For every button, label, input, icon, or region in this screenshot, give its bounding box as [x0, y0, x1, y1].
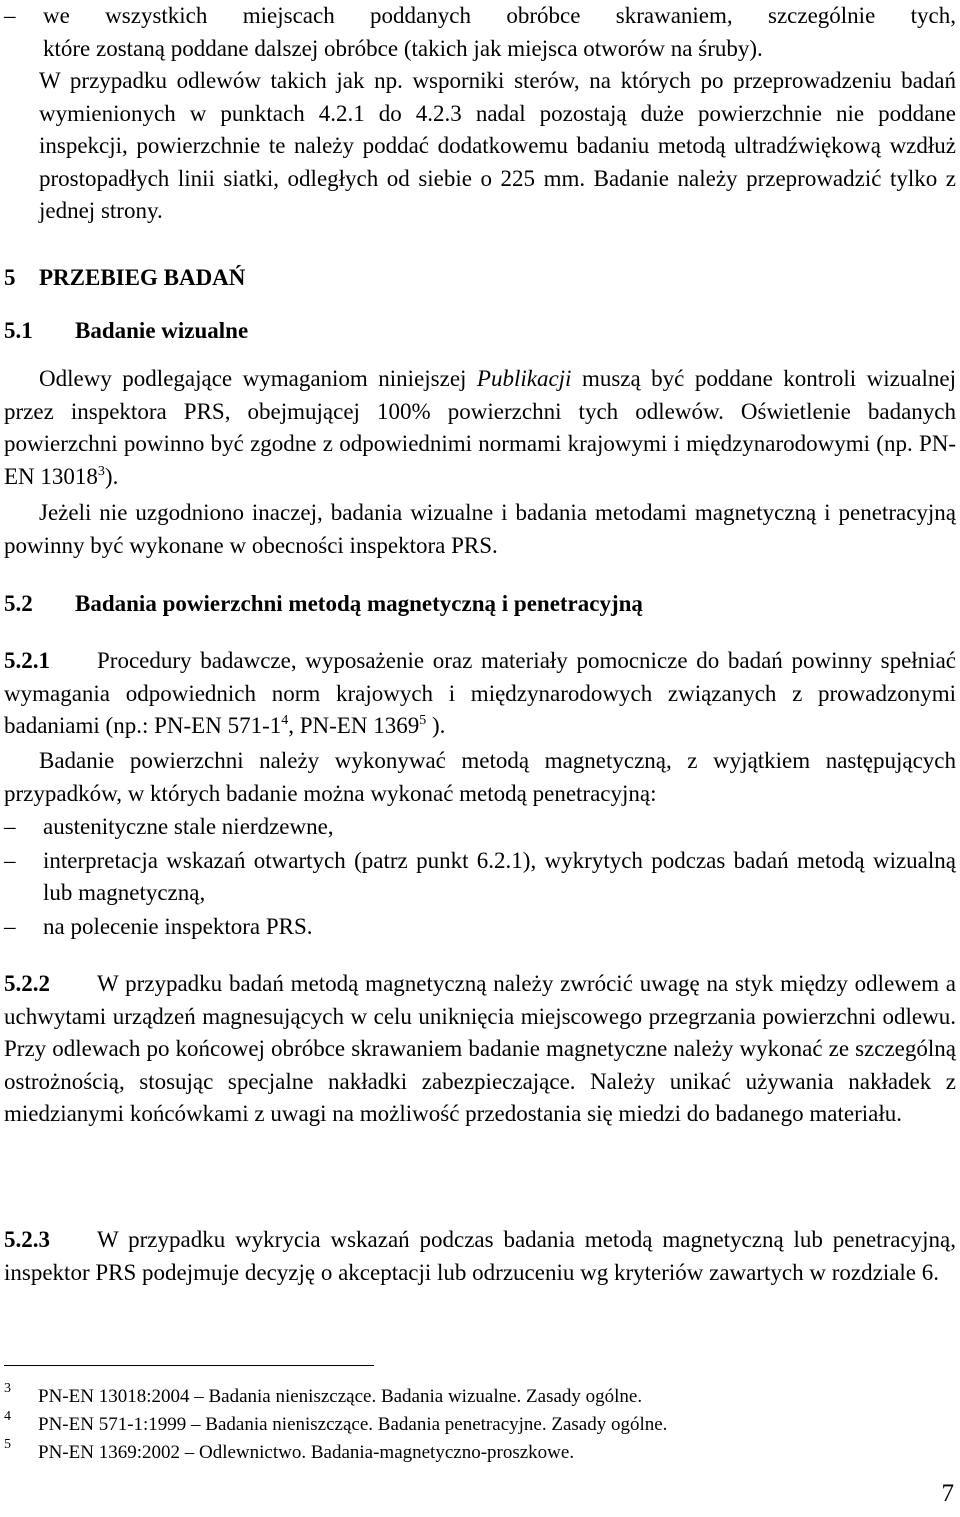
section-5-2-1-paragraph: [4, 645, 956, 743]
intro-paragraph: W przypadku odlewów takich jak np. wsporniki sterów, na których po przeprowadzeniu badań wymienionych w punktach 4.2.1 do 4.2.3 nadal pozostają duże powierzchnie nie poddane inspekcji, powierzchnie te należy poddać dodatkowemu badaniu metodą ultradźwiękową wzdłuż prostopadłych linii siatki, odległych od siebie o 225 mm. Badanie należy przeprowadzić tylko z jednej strony.: [39, 68, 956, 224]
section-5-2-heading: [4, 588, 643, 621]
dash-bullet: –: [4, 847, 16, 873]
paragraph-text: muszą być poddane kontroli wizualnej przez inspektora PRS, obejmującej 100% powierzchni tych odlewów. Oświetlenie badanych powierzchni powinno być zgodne z odpowiednimi normami krajowymi i międzynarodowymi (np. PN-EN 13018: [4, 366, 956, 489]
clause-number: 5.2.1: [4, 648, 50, 673]
footnote-separator: [4, 1365, 374, 1366]
footnote: [4, 1409, 668, 1436]
dash-bullet: –: [4, 3, 16, 28]
footnote-ref[interactable]: 3: [97, 463, 105, 479]
paragraph-text: , PN-EN 1369: [288, 713, 420, 739]
section-number: 5.1: [4, 318, 33, 343]
footnote: [4, 1437, 575, 1464]
footnote-ref[interactable]: 5: [419, 713, 427, 729]
section-5-1-paragraph-1: [4, 363, 956, 493]
section-5-1-heading: [4, 315, 248, 348]
footnote-number: 4: [4, 1409, 11, 1424]
dash-bullet: –: [4, 814, 16, 839]
list-item-text: austenityczne stale nierdzewne,: [43, 814, 334, 839]
list-item: [4, 911, 956, 944]
footnote: [4, 1381, 643, 1408]
section-title: Badania powierzchni metodą magnetyczną i penetracyjną: [75, 591, 643, 616]
page-number: 7: [941, 1480, 954, 1507]
intro-list-item: [4, 0, 956, 65]
section-5-2-2-paragraph: [4, 968, 956, 1131]
publication-italic: Publikacji: [476, 366, 572, 391]
intro-item-line2: które zostaną poddane dalszej obróbce (takich jak miejsca otworów na śruby).: [43, 35, 763, 61]
footnote-text: PN-EN 1369:2002 – Odlewnictwo. Badania-magnetyczno-proszkowe.: [38, 1442, 575, 1463]
footnote-number: 3: [4, 1381, 11, 1396]
clause-number: 5.2.3: [4, 1227, 50, 1252]
section-number: 5: [4, 265, 16, 290]
section-5-2-3-paragraph: [4, 1224, 956, 1289]
dash-bullet: –: [4, 913, 16, 939]
section-number: 5.2: [4, 591, 33, 616]
paragraph-text: ).: [104, 463, 119, 489]
exceptions-list: [4, 811, 956, 943]
footnote-number: 5: [4, 1437, 11, 1452]
footnote-text: PN-EN 13018:2004 – Badania nieniszczące. Badania wizualne. Zasady ogólne.: [38, 1386, 643, 1407]
list-item-text: na polecenie inspektora PRS.: [43, 913, 313, 939]
paragraph-text: Procedury badawcze, wyposażenie oraz materiały pomocnicze do badań powinny spełniać wymagania odpowiednich norm krajowych i międzynarodowych związanych z prowadzonymi badaniami (np.: PN-EN 571-1: [4, 648, 956, 739]
list-item: [4, 811, 956, 844]
paragraph-text: W przypadku badań metodą magnetyczną należy zwrócić uwagę na styk między odlewem a uchwytami urządzeń magnesujących w celu uniknięcia miejscowego przegrzania powierzchni odlewu. Przy odlewach po końcowej obróbce skrawaniem badanie magnetyczne należy wykonać ze szczególną ostrożnością, stosując specjalne nakładki zabezpieczające. Należy unikać używania nakładek z miedzianymi końcówkami z uwagi na możliwość przedostania się miedzi do badanego materiału.: [4, 971, 956, 1127]
paragraph-text: Odlewy podlegające wymaganiom niniejszej: [39, 366, 477, 391]
footnote-ref[interactable]: 4: [281, 713, 289, 729]
paragraph-text: W przypadku wykrycia wskazań podczas badania metodą magnetyczną lub penetracyjną, inspektor PRS podejmuje decyzję o akceptacji lub odrzuceniu wg kryteriów zawartych w rozdziale 6.: [4, 1227, 956, 1285]
section-5-heading: [4, 262, 245, 295]
section-5-2-1-paragraph-2: Badanie powierzchni należy wykonywać metodą magnetyczną, z wyjątkiem następujących przypadków, w których badanie można wykonać metodą penetracyjną:: [4, 748, 956, 806]
section-title: PRZEBIEG BADAŃ: [39, 265, 246, 290]
section-5-1-paragraph-2: Jeżeli nie uzgodniono inaczej, badania wizualne i badania metodami magnetyczną i penetracyjną powinny być wykonane w obecności inspektora PRS.: [4, 500, 956, 558]
list-item-text: interpretacja wskazań otwartych (patrz punkt 6.2.1), wykrytych podczas badań metodą wizualną lub magnetyczną,: [43, 847, 956, 906]
footnote-text: PN-EN 571-1:1999 – Badania nieniszczące. Badania penetracyjne. Zasady ogólne.: [38, 1414, 668, 1435]
intro-item-line1: we wszystkich miejscach poddanych obróbce skrawaniem, szczególnie tych,: [43, 3, 956, 28]
paragraph-text: ).: [426, 713, 446, 739]
section-title: Badanie wizualne: [75, 318, 249, 343]
clause-number: 5.2.2: [4, 971, 50, 996]
list-item: [4, 845, 956, 910]
